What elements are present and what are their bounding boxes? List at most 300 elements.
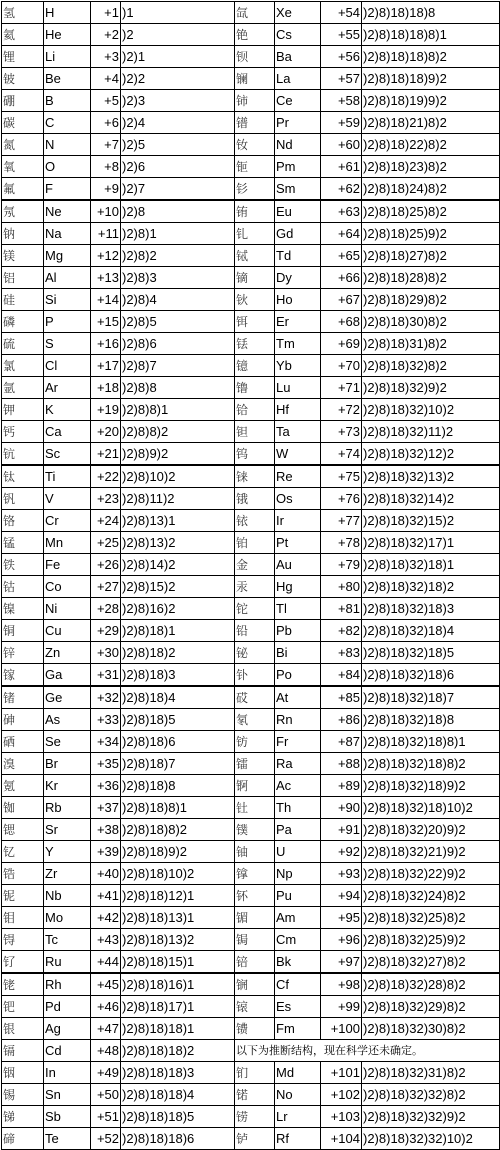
nuclear-charge: +70 (321, 355, 362, 377)
element-chinese-name: 碳 (2, 112, 44, 134)
element-symbol: Po (275, 664, 321, 687)
table-row (2, 1106, 500, 1128)
element-chinese-name: 钌 (2, 951, 44, 974)
electron-shells: )2)8)18)32)22)9)2 (362, 863, 500, 885)
element-chinese-name: 铈 (235, 90, 275, 112)
nuclear-charge: +8 (91, 156, 121, 178)
element-symbol: Xe (275, 2, 321, 24)
element-symbol: Be (44, 68, 91, 90)
electron-shells: )2)8)13)1 (121, 510, 235, 532)
element-symbol: Co (44, 576, 91, 598)
element-chinese-name: 铹 (235, 1106, 275, 1128)
element-symbol: Ge (44, 686, 91, 709)
nuclear-charge: +39 (91, 841, 121, 863)
element-chinese-name: 铅 (235, 620, 275, 642)
nuclear-charge: +18 (91, 377, 121, 399)
element-symbol: Yb (275, 355, 321, 377)
element-symbol: N (44, 134, 91, 156)
element-chinese-name: 氟 (2, 178, 44, 201)
element-chinese-name: 镄 (235, 1018, 275, 1040)
electron-shells: )2)8)18)28)8)2 (362, 267, 500, 289)
element-symbol: At (275, 686, 321, 709)
electron-shells: )2)8)18)18)3 (121, 1062, 235, 1084)
element-chinese-name: 铷 (2, 797, 44, 819)
electron-shells: )2)8)18)18)9)2 (362, 68, 500, 90)
element-chinese-name: 锆 (2, 863, 44, 885)
electron-shells: )2)8)18)21)8)2 (362, 112, 500, 134)
element-chinese-name: 钼 (2, 907, 44, 929)
element-chinese-name: 铥 (235, 333, 275, 355)
element-chinese-name: 铱 (235, 510, 275, 532)
nuclear-charge: +58 (321, 90, 362, 112)
electron-shells: )2)8)18)25)8)2 (362, 200, 500, 223)
element-chinese-name: 铽 (235, 245, 275, 267)
element-symbol: As (44, 709, 91, 731)
nuclear-charge: +85 (321, 686, 362, 709)
element-symbol: Eu (275, 200, 321, 223)
nuclear-charge: +103 (321, 1106, 362, 1128)
nuclear-charge: +43 (91, 929, 121, 951)
element-symbol: Cl (44, 355, 91, 377)
table-row (2, 731, 500, 753)
element-symbol: Ti (44, 465, 91, 488)
element-symbol: Pm (275, 156, 321, 178)
electron-shells: )2)8)18)32)20)9)2 (362, 819, 500, 841)
electron-shells: )2)8)8 (121, 377, 235, 399)
element-symbol: Er (275, 311, 321, 333)
table-row (2, 598, 500, 620)
electron-shells: )2)8)18)6 (121, 731, 235, 753)
nuclear-charge: +50 (91, 1084, 121, 1106)
nuclear-charge: +76 (321, 488, 362, 510)
nuclear-charge: +83 (321, 642, 362, 664)
element-chinese-name: 铟 (2, 1062, 44, 1084)
electron-shells: )2)8)18)32)30)8)2 (362, 1018, 500, 1040)
element-chinese-name: 锿 (235, 996, 275, 1018)
electron-shells: )2)8)18)32)18)5 (362, 642, 500, 664)
element-symbol: Li (44, 46, 91, 68)
element-chinese-name: 钨 (235, 443, 275, 466)
electron-shell-table (1, 1, 500, 1150)
element-chinese-name: 锝 (2, 929, 44, 951)
table-row (2, 24, 500, 46)
element-symbol: Zn (44, 642, 91, 664)
element-symbol: Rb (44, 797, 91, 819)
electron-shells: )2)8)18)32)28)8)2 (362, 973, 500, 996)
element-chinese-name: 镍 (2, 598, 44, 620)
nuclear-charge: +11 (91, 223, 121, 245)
electron-shells: )2)8)18)32)14)2 (362, 488, 500, 510)
nuclear-charge: +10 (91, 200, 121, 223)
element-chinese-name: 钚 (235, 885, 275, 907)
table-row (2, 664, 500, 687)
nuclear-charge: +69 (321, 333, 362, 355)
nuclear-charge: +86 (321, 709, 362, 731)
element-chinese-name: 氖 (2, 200, 44, 223)
electron-shells: )2)8)18)18)2 (121, 1040, 235, 1062)
uncertain-structure-note: 以下为推断结构，现在科学还未确定。 (235, 1040, 500, 1062)
nuclear-charge: +88 (321, 753, 362, 775)
nuclear-charge: +91 (321, 819, 362, 841)
electron-shells: )2)8)18)25)9)2 (362, 223, 500, 245)
table-row (2, 841, 500, 863)
element-chinese-name: 铁 (2, 554, 44, 576)
element-chinese-name: 铊 (235, 598, 275, 620)
electron-shells: )2)8)18)18)6 (121, 1128, 235, 1150)
element-symbol: Fe (44, 554, 91, 576)
element-chinese-name: 钒 (2, 488, 44, 510)
element-symbol: Nd (275, 134, 321, 156)
table-row (2, 620, 500, 642)
element-symbol: Ac (275, 775, 321, 797)
element-symbol: P (44, 311, 91, 333)
nuclear-charge: +80 (321, 576, 362, 598)
element-chinese-name: 铝 (2, 267, 44, 289)
element-chinese-name: 锎 (235, 973, 275, 996)
electron-shells: )2)6 (121, 156, 235, 178)
nuclear-charge: +89 (321, 775, 362, 797)
electron-shells: )2)8)18)32)18)3 (362, 598, 500, 620)
element-chinese-name: 碲 (2, 1128, 44, 1150)
element-symbol: B (44, 90, 91, 112)
electron-shells: )2)8)18)32)13)2 (362, 465, 500, 488)
element-symbol: Pt (275, 532, 321, 554)
element-symbol: Cs (275, 24, 321, 46)
element-symbol: Dy (275, 267, 321, 289)
table-row (2, 996, 500, 1018)
electron-shells: )2)8)18)3 (121, 664, 235, 687)
element-symbol: Sn (44, 1084, 91, 1106)
electron-shells: )2)8)1 (121, 223, 235, 245)
electron-shells: )2)8)18)32)25)8)2 (362, 907, 500, 929)
element-chinese-name: 镥 (235, 377, 275, 399)
nuclear-charge: +84 (321, 664, 362, 687)
element-chinese-name: 汞 (235, 576, 275, 598)
nuclear-charge: +31 (91, 664, 121, 687)
electron-shells: )2)8)18)32)24)8)2 (362, 885, 500, 907)
electron-shells: )2)8)18)32)18)8)2 (362, 753, 500, 775)
element-symbol: V (44, 488, 91, 510)
element-symbol: Ir (275, 510, 321, 532)
nuclear-charge: +63 (321, 200, 362, 223)
table-row (2, 885, 500, 907)
nuclear-charge: +19 (91, 399, 121, 421)
table-row (2, 134, 500, 156)
table-row (2, 709, 500, 731)
element-chinese-name: 锑 (2, 1106, 44, 1128)
electron-shells: )2)8)9)2 (121, 443, 235, 466)
element-chinese-name: 钬 (235, 289, 275, 311)
electron-shells: )2)5 (121, 134, 235, 156)
electron-shells: )2)8)18)32)8)2 (362, 355, 500, 377)
element-chinese-name: 钇 (2, 841, 44, 863)
element-symbol: Os (275, 488, 321, 510)
electron-shells: )2)8)18)8 (121, 775, 235, 797)
nuclear-charge: +41 (91, 885, 121, 907)
nuclear-charge: +24 (91, 510, 121, 532)
element-symbol: He (44, 24, 91, 46)
element-chinese-name: 镁 (2, 245, 44, 267)
electron-shells: )2)8)18)32)27)8)2 (362, 951, 500, 974)
nuclear-charge: +2 (91, 24, 121, 46)
electron-shells: )2)8)18)31)8)2 (362, 333, 500, 355)
table-row (2, 90, 500, 112)
element-symbol: Np (275, 863, 321, 885)
table-row (2, 465, 500, 488)
nuclear-charge: +15 (91, 311, 121, 333)
electron-shells: )2)8)18)16)1 (121, 973, 235, 996)
nuclear-charge: +13 (91, 267, 121, 289)
table-row (2, 576, 500, 598)
element-chinese-name: 镉 (2, 1040, 44, 1062)
element-chinese-name: 溴 (2, 753, 44, 775)
table-row (2, 399, 500, 421)
element-symbol: Pa (275, 819, 321, 841)
element-chinese-name: 锘 (235, 1084, 275, 1106)
nuclear-charge: +57 (321, 68, 362, 90)
nuclear-charge: +97 (321, 951, 362, 974)
element-chinese-name: 氩 (2, 377, 44, 399)
nuclear-charge: +20 (91, 421, 121, 443)
nuclear-charge: +59 (321, 112, 362, 134)
nuclear-charge: +101 (321, 1062, 362, 1084)
element-symbol: Gd (275, 223, 321, 245)
electron-shells: )2)8)3 (121, 267, 235, 289)
nuclear-charge: +51 (91, 1106, 121, 1128)
element-symbol: Te (44, 1128, 91, 1150)
element-chinese-name: 铋 (235, 642, 275, 664)
electron-shells: )2)8)18)32)18)4 (362, 620, 500, 642)
nuclear-charge: +7 (91, 134, 121, 156)
table-row (2, 421, 500, 443)
nuclear-charge: +3 (91, 46, 121, 68)
electron-shells: )2)8)18)4 (121, 686, 235, 709)
nuclear-charge: +14 (91, 289, 121, 311)
element-symbol: Nb (44, 885, 91, 907)
element-symbol: Ce (275, 90, 321, 112)
table-row (2, 112, 500, 134)
nuclear-charge: +9 (91, 178, 121, 201)
element-symbol: No (275, 1084, 321, 1106)
table-row (2, 2, 500, 24)
electron-shells: )2)8)18)32)29)8)2 (362, 996, 500, 1018)
element-chinese-name: 𬬻 (235, 1128, 275, 1150)
nuclear-charge: +52 (91, 1128, 121, 1150)
table-row (2, 973, 500, 996)
electron-shells: )2)8)18)18)8)1 (362, 24, 500, 46)
nuclear-charge: +78 (321, 532, 362, 554)
nuclear-charge: +87 (321, 731, 362, 753)
nuclear-charge: +26 (91, 554, 121, 576)
table-row (2, 377, 500, 399)
nuclear-charge: +38 (91, 819, 121, 841)
table-row (2, 797, 500, 819)
element-chinese-name: 银 (2, 1018, 44, 1040)
nuclear-charge: +42 (91, 907, 121, 929)
electron-shells: )2)1 (121, 46, 235, 68)
electron-shells: )2)8)18)32)21)9)2 (362, 841, 500, 863)
electron-shells: )2 (121, 24, 235, 46)
element-symbol: W (275, 443, 321, 466)
electron-shells: )2)8)18)32)18)6 (362, 664, 500, 687)
nuclear-charge: +30 (91, 642, 121, 664)
electron-shells: )2)8)16)2 (121, 598, 235, 620)
element-symbol: Bi (275, 642, 321, 664)
table-row (2, 488, 500, 510)
element-chinese-name: 氮 (2, 134, 44, 156)
electron-shells: )2)8)18)15)1 (121, 951, 235, 974)
nuclear-charge: +71 (321, 377, 362, 399)
element-chinese-name: 砷 (2, 709, 44, 731)
electron-shells: )2)8)11)2 (121, 488, 235, 510)
table-row (2, 1084, 500, 1106)
nuclear-charge: +61 (321, 156, 362, 178)
electron-shells: )1 (121, 2, 235, 24)
electron-shells: )2)8)7 (121, 355, 235, 377)
electron-shells: )2)8)18)22)8)2 (362, 134, 500, 156)
table-row (2, 1018, 500, 1040)
nuclear-charge: +46 (91, 996, 121, 1018)
nuclear-charge: +102 (321, 1084, 362, 1106)
electron-shells: )2)8)18)32)15)2 (362, 510, 500, 532)
electron-shells: )2)8)8)2 (121, 421, 235, 443)
electron-shells: )2)8)4 (121, 289, 235, 311)
electron-shells: )2)8)18)27)8)2 (362, 245, 500, 267)
electron-shells: )2)8)18)32)17)1 (362, 532, 500, 554)
element-chinese-name: 铼 (235, 465, 275, 488)
element-chinese-name: 锔 (235, 929, 275, 951)
element-symbol: Cr (44, 510, 91, 532)
nuclear-charge: +90 (321, 797, 362, 819)
element-symbol: Am (275, 907, 321, 929)
table-row (2, 929, 500, 951)
element-chinese-name: 钠 (2, 223, 44, 245)
nuclear-charge: +100 (321, 1018, 362, 1040)
nuclear-charge: +81 (321, 598, 362, 620)
electron-shells: )2)8)18)29)8)2 (362, 289, 500, 311)
table-row (2, 753, 500, 775)
element-symbol: Pr (275, 112, 321, 134)
electron-shells: )2)8)18)13)1 (121, 907, 235, 929)
element-symbol: C (44, 112, 91, 134)
electron-shells: )2)8)15)2 (121, 576, 235, 598)
electron-shells: )2)8)18)7 (121, 753, 235, 775)
table-row (2, 333, 500, 355)
element-chinese-name: 铬 (2, 510, 44, 532)
element-symbol: U (275, 841, 321, 863)
electron-shells: )2)8)2 (121, 245, 235, 267)
element-symbol: S (44, 333, 91, 355)
nuclear-charge: +66 (321, 267, 362, 289)
element-chinese-name: 硒 (2, 731, 44, 753)
table-row (2, 1040, 500, 1062)
element-symbol: H (44, 2, 91, 24)
electron-shells: )2)8)18)32)12)2 (362, 443, 500, 466)
element-chinese-name: 锰 (2, 532, 44, 554)
element-symbol: Pu (275, 885, 321, 907)
electron-shells: )2)2 (121, 68, 235, 90)
nuclear-charge: +96 (321, 929, 362, 951)
table-row (2, 443, 500, 466)
electron-shells: )2)8)13)2 (121, 532, 235, 554)
element-symbol: Kr (44, 775, 91, 797)
nuclear-charge: +48 (91, 1040, 121, 1062)
nuclear-charge: +22 (91, 465, 121, 488)
electron-shells: )2)8)18)9)2 (121, 841, 235, 863)
nuclear-charge: +82 (321, 620, 362, 642)
element-chinese-name: 钙 (2, 421, 44, 443)
table-row (2, 355, 500, 377)
element-symbol: Bk (275, 951, 321, 974)
element-symbol: Mo (44, 907, 91, 929)
element-chinese-name: 锫 (235, 951, 275, 974)
element-chinese-name: 钋 (235, 664, 275, 687)
nuclear-charge: +94 (321, 885, 362, 907)
element-chinese-name: 钐 (235, 178, 275, 201)
electron-shells: )2)8)18)23)8)2 (362, 156, 500, 178)
electron-shells: )2)8)18)8)2 (121, 819, 235, 841)
element-chinese-name: 铕 (235, 200, 275, 223)
element-symbol: F (44, 178, 91, 201)
element-symbol: Ar (44, 377, 91, 399)
electron-shells: )2)8)18)32)18)1 (362, 554, 500, 576)
element-symbol: Hg (275, 576, 321, 598)
nuclear-charge: +35 (91, 753, 121, 775)
element-symbol: Rf (275, 1128, 321, 1150)
electron-shells: )2)8)18)32)25)9)2 (362, 929, 500, 951)
element-chinese-name: 钛 (2, 465, 44, 488)
electron-shells: )2)8)18)10)2 (121, 863, 235, 885)
nuclear-charge: +12 (91, 245, 121, 267)
element-chinese-name: 氯 (2, 355, 44, 377)
nuclear-charge: +45 (91, 973, 121, 996)
table-row (2, 642, 500, 664)
electron-shells: )2)8)18)18)1 (121, 1018, 235, 1040)
element-symbol: Es (275, 996, 321, 1018)
table-row (2, 1128, 500, 1150)
element-chinese-name: 镓 (2, 664, 44, 687)
electron-shells: )2)8)18)19)9)2 (362, 90, 500, 112)
table-row (2, 951, 500, 974)
element-symbol: Td (275, 245, 321, 267)
nuclear-charge: +104 (321, 1128, 362, 1150)
nuclear-charge: +54 (321, 2, 362, 24)
electron-shells: )2)8)18)32)32)9)2 (362, 1106, 500, 1128)
element-chinese-name: 铍 (2, 68, 44, 90)
element-symbol: Hf (275, 399, 321, 421)
electron-shells: )2)8)8)1 (121, 399, 235, 421)
element-chinese-name: 钾 (2, 399, 44, 421)
electron-shells: )2)8)18)32)18)8)1 (362, 731, 500, 753)
element-chinese-name: 铀 (235, 841, 275, 863)
table-row (2, 245, 500, 267)
electron-shells: )2)8)18)32)18)8 (362, 709, 500, 731)
element-symbol: Cd (44, 1040, 91, 1062)
element-chinese-name: 氧 (2, 156, 44, 178)
nuclear-charge: +65 (321, 245, 362, 267)
element-symbol: Ca (44, 421, 91, 443)
element-symbol: Lr (275, 1106, 321, 1128)
electron-shells: )2)8)18)17)1 (121, 996, 235, 1018)
nuclear-charge: +99 (321, 996, 362, 1018)
element-chinese-name: 钴 (2, 576, 44, 598)
nuclear-charge: +23 (91, 488, 121, 510)
element-chinese-name: 铜 (2, 620, 44, 642)
electron-shells: )2)8)18)32)32)10)2 (362, 1128, 500, 1150)
element-symbol: Lu (275, 377, 321, 399)
electron-shells: )2)8)18)8)1 (121, 797, 235, 819)
element-symbol: Zr (44, 863, 91, 885)
